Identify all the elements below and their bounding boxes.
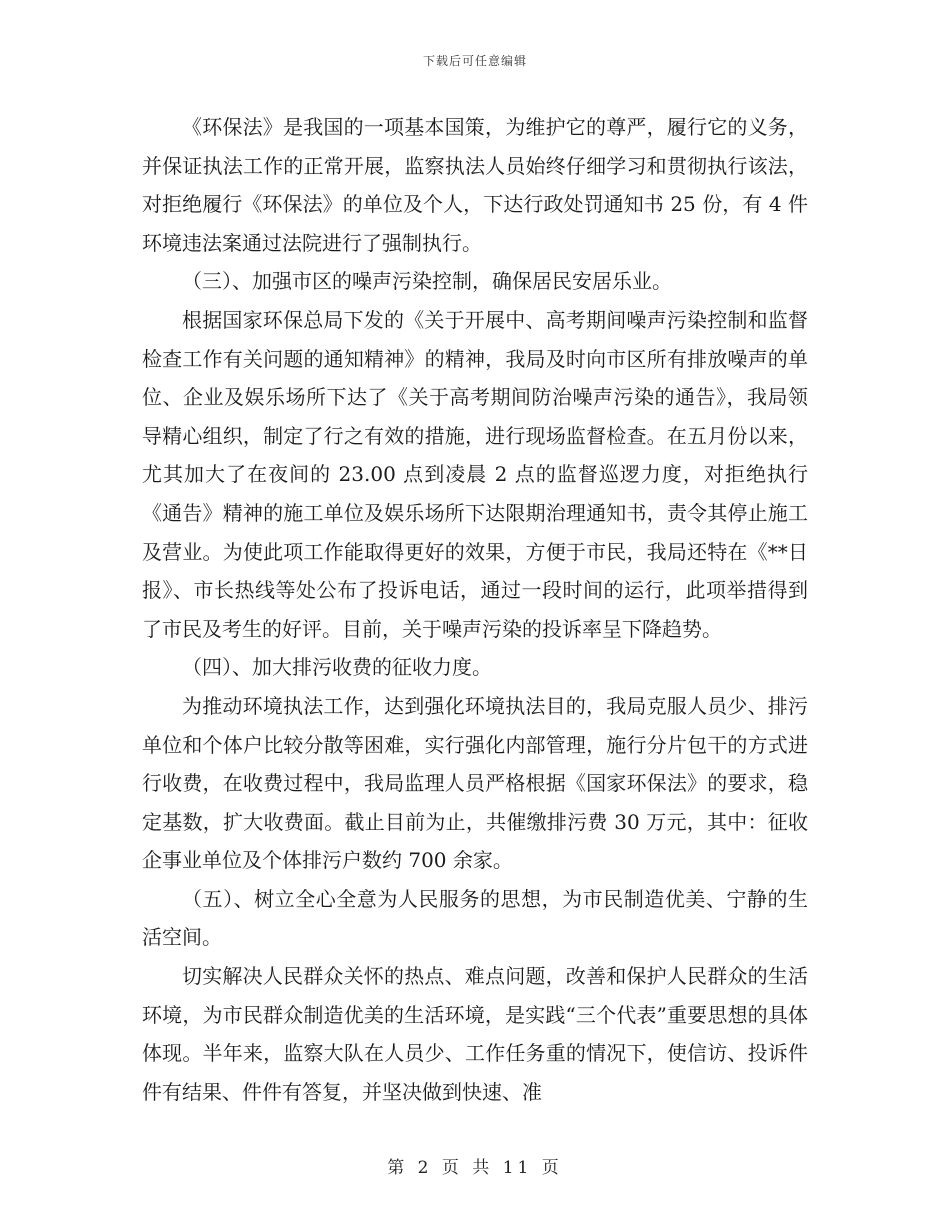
page-header: 下载后可任意编辑	[422, 54, 527, 68]
section-heading-fee-collection: （四）、加大排污收费的征收力度。	[182, 655, 492, 680]
section-heading-noise-control: （三）、加强市区的噪声污染控制，确保居民安居乐业。	[182, 269, 672, 294]
paragraph-noise-control: 根据国家环保总局下发的《关于开展中、高考期间噪声污染控制和监督检查工作有关问题的通知精神》的精神，我局及时向市区所有排放噪声的单位、企业及娱乐场所下达了《关于高考期间防治噪声污染的通告》，我局领导精心组织，制定了行之有效的措施，进行现场监督检查。在五月份以来，尤其加大了在夜间的 23.00 点到凌晨 2 点的监督巡逻力度，对拒绝执行《通告》精神的施工单位及娱乐场所下达限期治理通知书，责令其停止施工及营业。为使此项工作能取得更好的效果，方便于市民，我局还特在《**日报》、市长热线等处公布了投诉电话，通过一段时间的运行，此项举措得到了市民及考生的好评。目前，关于噪声污染的投诉率呈下降趋势。	[142, 307, 808, 641]
section-heading-public-service: （五）、树立全心全意为人民服务的思想，为市民制造优美、宁静的生活空间。	[142, 886, 808, 950]
page-number-footer: 第 2 页 共 11 页	[387, 1158, 563, 1178]
paragraph-environmental-law: 《环保法》是我国的一项基本国策，为维护它的尊严，履行它的义务，并保证执法工作的正常开展，监察执法人员始终仔细学习和贯彻执行该法，对拒绝履行《环保法》的单位及个人，下达行政处罚通知书 25 份，有 4 件环境违法案通过法院进行了强制执行。	[142, 115, 808, 255]
paragraph-public-service: 切实解决人民群众关怀的热点、难点问题，改善和保护人民群众的生活环境，为市民群众制造优美的生活环境，是实践“三个代表”重要思想的具体体现。半年来，监察大队在人员少、工作任务重的情况下，使信访、投诉件件有结果、件件有答复，并坚决做到快速、准	[142, 964, 808, 1104]
document-body	[142, 108, 808, 1111]
paragraph-fee-collection: 为推动环境执法工作，达到强化环境执法目的，我局克服人员少、排污单位和个体户比较分散等困难，实行强化内部管理，施行分片包干的方式进行收费，在收费过程中，我局监理人员严格根据《国家环保法》的要求，稳定基数，扩大收费面。截止目前为止，共催缴排污费 30 万元，其中：征收企事业单位及个体排污户数约 700 余家。	[142, 693, 808, 873]
